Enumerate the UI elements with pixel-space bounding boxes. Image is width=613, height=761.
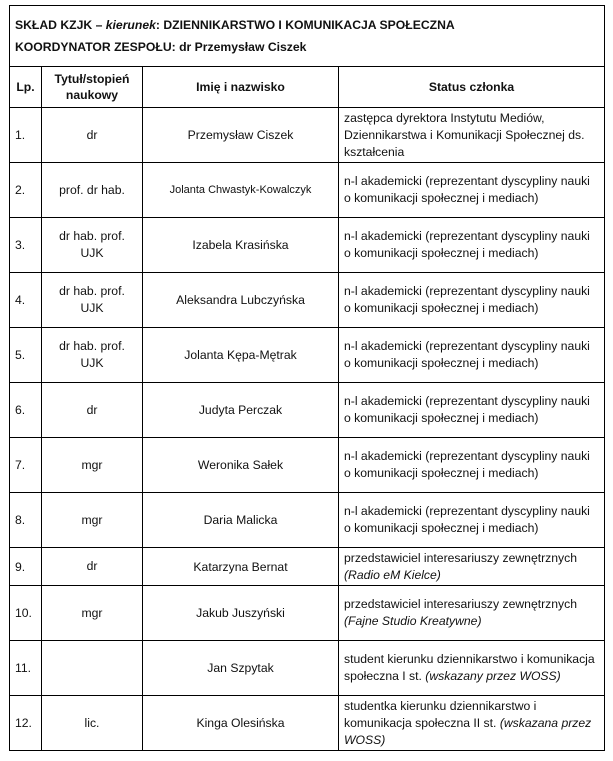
header-degree-line2: naukowy bbox=[65, 88, 119, 102]
row-degree: lic. bbox=[42, 696, 143, 751]
row-number: 2. bbox=[10, 163, 42, 218]
row-name: Judyta Perczak bbox=[143, 383, 339, 438]
row-status bbox=[339, 108, 605, 163]
row-number: 4. bbox=[10, 273, 42, 328]
row-status bbox=[339, 696, 605, 751]
row-name: Jolanta Kępa-Mętrak bbox=[143, 328, 339, 383]
row-status bbox=[339, 586, 605, 641]
row-status bbox=[339, 383, 605, 438]
row-status bbox=[339, 548, 605, 586]
status-text: n-l akademicki (reprezentant dyscypliny nauki o komunikacji społecznej i mediach) bbox=[344, 174, 590, 205]
coordinator-line: KOORDYNATOR ZESPOŁU: dr Przemysław Ciszek bbox=[15, 40, 307, 54]
table-row bbox=[10, 218, 605, 273]
table-row bbox=[10, 438, 605, 493]
row-number: 7. bbox=[10, 438, 42, 493]
row-name: Daria Malicka bbox=[143, 493, 339, 548]
header-lp: Lp. bbox=[10, 67, 42, 108]
row-degree bbox=[42, 641, 143, 696]
title-row bbox=[10, 6, 605, 67]
table-row bbox=[10, 383, 605, 438]
row-number: 6. bbox=[10, 383, 42, 438]
table-row bbox=[10, 548, 605, 586]
row-degree: dr bbox=[42, 383, 143, 438]
committee-table bbox=[9, 5, 605, 751]
status-note: (wskazany przez WOSS) bbox=[425, 669, 561, 683]
row-degree: prof. dr hab. bbox=[42, 163, 143, 218]
header-degree-line1: Tytuł/stopień bbox=[54, 72, 130, 86]
row-name: Izabela Krasińska bbox=[143, 218, 339, 273]
row-number: 10. bbox=[10, 586, 42, 641]
row-status bbox=[339, 493, 605, 548]
status-text: n-l akademicki (reprezentant dyscypliny nauki o komunikacji społecznej i mediach) bbox=[344, 229, 590, 260]
status-text: przedstawiciel interesariuszy zewnętrznych bbox=[344, 597, 578, 611]
row-number: 12. bbox=[10, 696, 42, 751]
row-number: 9. bbox=[10, 548, 42, 586]
status-text: zastępca dyrektora Instytutu Mediów, Dziennikarstwa i Komunikacji Społecznej ds. kształcenia bbox=[344, 110, 585, 159]
row-number: 5. bbox=[10, 328, 42, 383]
table-row bbox=[10, 641, 605, 696]
row-name: Kinga Olesińska bbox=[143, 696, 339, 751]
status-note: (Fajne Studio Kreatywne) bbox=[344, 614, 482, 628]
table-row bbox=[10, 108, 605, 163]
row-name: Jan Szpytak bbox=[143, 641, 339, 696]
row-degree: mgr bbox=[42, 493, 143, 548]
row-number: 3. bbox=[10, 218, 42, 273]
table-body bbox=[10, 108, 605, 751]
row-name: Jolanta Chwastyk-Kowalczyk bbox=[143, 163, 339, 218]
header-status: Status członka bbox=[339, 67, 605, 108]
table-row bbox=[10, 328, 605, 383]
status-text: n-l akademicki (reprezentant dyscypliny nauki o komunikacji społecznej i mediach) bbox=[344, 449, 590, 480]
header-name: Imię i nazwisko bbox=[143, 67, 339, 108]
row-number: 8. bbox=[10, 493, 42, 548]
row-name: Aleksandra Lubczyńska bbox=[143, 273, 339, 328]
row-degree: mgr bbox=[42, 438, 143, 493]
row-status bbox=[339, 163, 605, 218]
row-degree: dr hab. prof. UJK bbox=[42, 328, 143, 383]
row-status bbox=[339, 273, 605, 328]
row-degree: dr hab. prof. UJK bbox=[42, 273, 143, 328]
table-row bbox=[10, 586, 605, 641]
row-degree: dr bbox=[42, 548, 143, 586]
status-text: n-l akademicki (reprezentant dyscypliny nauki o komunikacji społecznej i mediach) bbox=[344, 284, 590, 315]
row-degree: dr bbox=[42, 108, 143, 163]
row-name: Przemysław Ciszek bbox=[143, 108, 339, 163]
row-status bbox=[339, 328, 605, 383]
row-number: 1. bbox=[10, 108, 42, 163]
status-text: n-l akademicki (reprezentant dyscypliny nauki o komunikacji społecznej i mediach) bbox=[344, 394, 590, 425]
row-number: 11. bbox=[10, 641, 42, 696]
table-row bbox=[10, 493, 605, 548]
row-status bbox=[339, 641, 605, 696]
row-status bbox=[339, 438, 605, 493]
row-degree: mgr bbox=[42, 586, 143, 641]
title-suffix: : DZIENNIKARSTWO I KOMUNIKACJA SPOŁECZNA bbox=[155, 18, 455, 32]
status-note: (Radio eM Kielce) bbox=[344, 567, 441, 582]
status-note: (wskazana przez WOSS) bbox=[344, 715, 592, 747]
row-degree: dr hab. prof. UJK bbox=[42, 218, 143, 273]
header-degree bbox=[42, 67, 143, 108]
status-text: n-l akademicki (reprezentant dyscypliny nauki o komunikacji społecznej i mediach) bbox=[344, 504, 590, 535]
table-row bbox=[10, 163, 605, 218]
row-name: Katarzyna Bernat bbox=[143, 548, 339, 586]
status-text: student kierunku dziennikarstwo i komunikacja społeczna I st. bbox=[344, 652, 595, 683]
document-title bbox=[15, 14, 599, 36]
title-cell bbox=[10, 6, 605, 67]
title-prefix: SKŁAD KZJK – bbox=[15, 18, 106, 32]
row-status bbox=[339, 218, 605, 273]
header-row bbox=[10, 67, 605, 108]
row-name: Jakub Juszyński bbox=[143, 586, 339, 641]
status-text: studentka kierunku dziennikarstwo i komunikacja społeczna II st. bbox=[344, 698, 537, 730]
row-name: Weronika Sałek bbox=[143, 438, 339, 493]
status-text: przedstawiciel interesariuszy zewnętrznych bbox=[344, 550, 578, 565]
table-row bbox=[10, 273, 605, 328]
status-text: n-l akademicki (reprezentant dyscypliny nauki o komunikacji społecznej i mediach) bbox=[344, 339, 590, 370]
table-row bbox=[10, 696, 605, 751]
title-italic: kierunek bbox=[105, 18, 156, 32]
